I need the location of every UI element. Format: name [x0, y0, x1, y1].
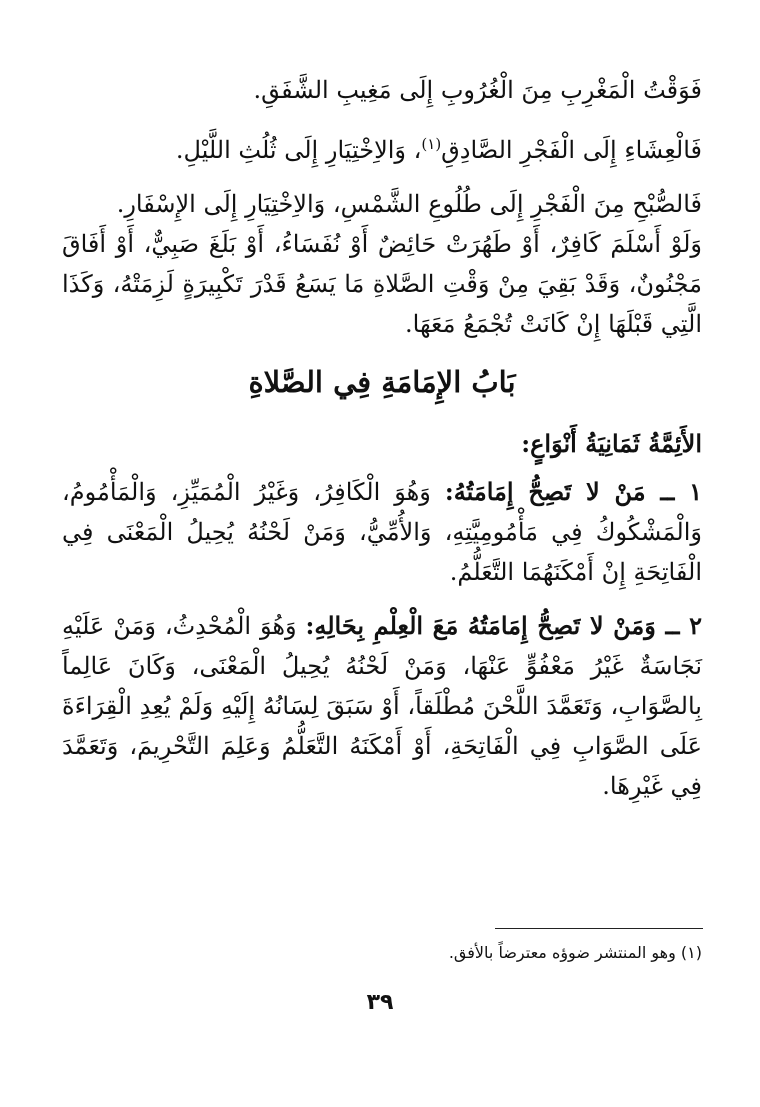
- list-item-2: [62, 606, 702, 806]
- footnote: (١) وهو المنتشر ضوؤه معترضاً بالأفق.: [448, 943, 702, 962]
- isha-text-end: ، وَالاِخْتِيَارِ إِلَى ثُلُثِ اللَّيْلِ.: [175, 136, 422, 164]
- footnote-divider: [495, 928, 703, 929]
- list-item-1-lead: ١ ــ مَنْ لا تَصِحُّ إِمَامَتُهُ:: [444, 477, 703, 506]
- list-item-2-lead: ٢ ــ وَمَنْ لا تَصِحُّ إِمَامَتُهُ مَعَ الْعِلْمِ بِحَالِهِ:: [305, 611, 702, 640]
- page-body: [62, 70, 702, 806]
- paragraph-fajr-time: فَالصُّبْحِ مِنَ الْفَجْرِ إِلَى طُلُوعِ الشَّمْسِ، وَالاِخْتِيَارِ إِلَى الإِسْفَارِ.: [116, 190, 702, 218]
- isha-text-start: فَالْعِشَاءِ إِلَى الْفَجْرِ الصَّادِقِ: [441, 136, 702, 164]
- footnote-reference: (١): [421, 135, 442, 153]
- list-item-2-text: وَهُوَ الْمُحْدِثُ، وَمَنْ عَلَيْهِ نَجَاسَةٌ غَيْرُ مَعْفُوٍّ عَنْهَا، وَمَنْ لَحْنُهُ يُحِيلُ الْمَعْنَى، وَكَانَ عَالِماً بِالصَّوَابِ، وَتَعَمَّدَ اللَّحْنَ مُطْلَقاً، أَوْ سَبَقَ لِسَانُهُ إِلَيْهِ وَلَمْ يُعِدِ الْقِرَاءَةَ عَلَى الصَّوَابِ فِي الْفَاتِحَةِ، أَوْ أَمْكَنَهُ التَّعَلُّمُ وَعَلِمَ التَّحْرِيمَ، وَتَعَمَّدَ فِي غَيْرِهَا.: [62, 612, 702, 800]
- page-number: ٣٩: [366, 990, 394, 1015]
- paragraph-late-obligation: وَلَوْ أَسْلَمَ كَافِرٌ، أَوْ طَهُرَتْ حَائِضٌ أَوْ نُفَسَاءُ، أَوْ بَلَغَ صَبِيٌّ، أَوْ أَفَاقَ مَجْنُونٌ، وَقَدْ بَقِيَ مِنْ وَقْتِ الصَّلاةِ مَا يَسَعُ قَدْرَ تَكْبِيرَةٍ لَزِمَتْهُ، وَكَذَا الَّتِي قَبْلَهَا إِنْ كَانَتْ تُجْمَعُ مَعَهَا.: [62, 230, 702, 338]
- paragraph-isha-time: [62, 124, 702, 170]
- paragraph-maghrib-time: فَوَقْتُ الْمَغْرِبِ مِنَ الْغُرُوبِ إِلَى مَغِيبِ الشَّفَقِ.: [253, 76, 702, 104]
- section-intro: الأَئِمَّةُ ثَمَانِيَةُ أَنْوَاعٍ:: [521, 429, 702, 458]
- section-title: بَابُ الإِمَامَةِ فِي الصَّلاةِ: [248, 365, 516, 399]
- list-item-1-text: وَهُوَ الْكَافِرُ، وَغَيْرُ الْمُمَيِّزِ، وَالْمَأْمُومُ، وَالْمَشْكُوكُ فِي مَأْمُومِيَّتِهِ، وَالأُمِّيُّ، وَمَنْ لَحْنُهُ يُحِيلُ الْمَعْنَى فِي الْفَاتِحَةِ إِنْ أَمْكَنَهُمَا التَّعَلُّمُ.: [62, 478, 702, 586]
- list-item-1: [62, 472, 702, 592]
